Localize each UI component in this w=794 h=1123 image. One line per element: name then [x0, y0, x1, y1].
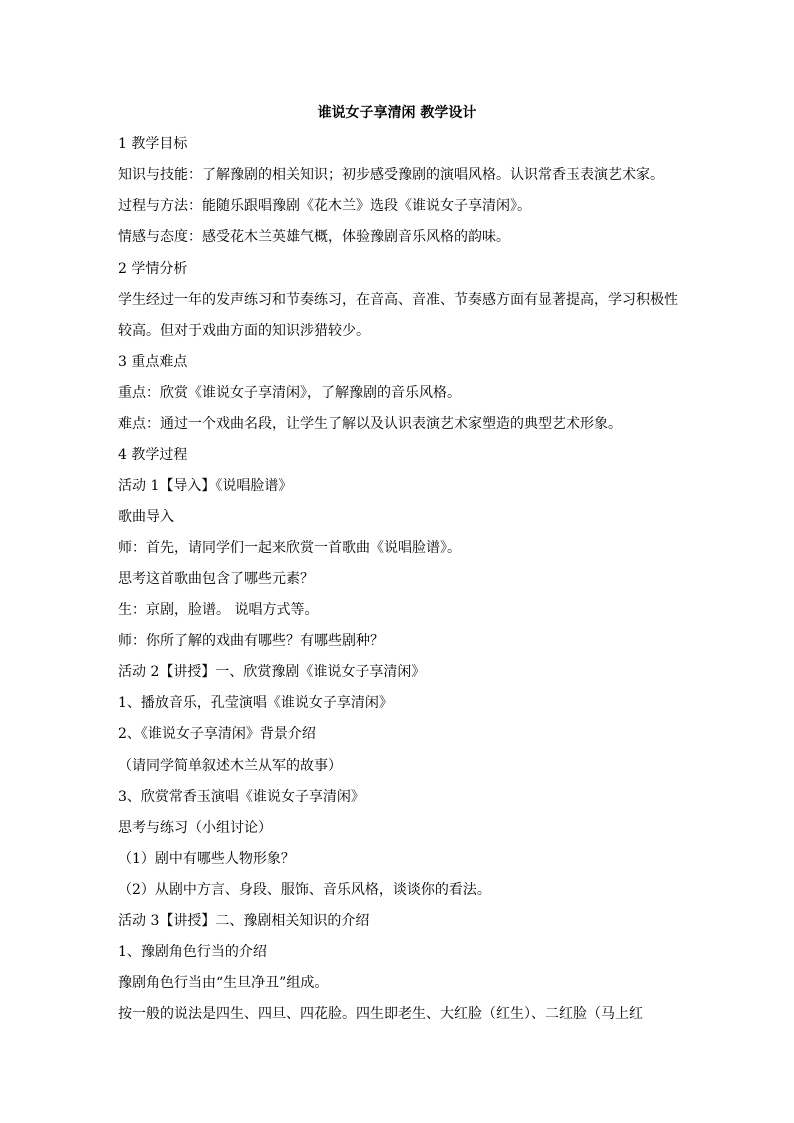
paragraph-line: 重点：欣赏《谁说女子享清闲》，了解豫剧的音乐风格。: [118, 385, 461, 401]
activity-heading: 活动 1【导入】《说唱脸谱》: [118, 478, 293, 494]
paragraph-line: 学生经过一年的发声练习和节奏练习，在音高、音准、节奏感方面有显著提高，学习积极性: [118, 292, 678, 308]
paragraph-line: （1）剧中有哪些人物形象？: [118, 851, 295, 867]
paragraph-line: 2、《谁说女子享清闲》背景介绍: [118, 726, 316, 742]
paragraph-line: 难点：通过一个戏曲名段，让学生了解以及认识表演艺术家塑造的典型艺术形象。: [118, 416, 622, 432]
paragraph-line: （2）从剧中方言、身段、服饰、音乐风格，谈谈你的看法。: [118, 882, 491, 898]
heading-learner-analysis: 2 学情分析: [118, 261, 188, 277]
paragraph-line: 情感与态度：感受花木兰英雄气概，体验豫剧音乐风格的韵味。: [118, 229, 510, 245]
paragraph-line: 思考这首歌曲包含了哪些元素？: [118, 571, 314, 587]
paragraph-line: 师：首先，请同学们一起来欣赏一首歌曲《说唱脸谱》。: [118, 540, 461, 556]
paragraph-line: （请同学简单叙述木兰从军的故事）: [118, 758, 342, 774]
paragraph-line: 师：你所了解的戏曲有哪些？有哪些剧种？: [118, 633, 384, 649]
paragraph-line: 1、豫剧角色行当的介绍: [118, 944, 267, 960]
paragraph-line: 较高。但对于戏曲方面的知识涉猎较少。: [118, 323, 370, 339]
paragraph-line: 3、欣赏常香玉演唱《谁说女子享清闲》: [118, 789, 365, 805]
paragraph-line: 1、播放音乐，孔莹演唱《谁说女子享清闲》: [118, 695, 393, 711]
paragraph-line: 按一般的说法是四生、四旦、四花脸。四生即老生、大红脸（红生）、二红脸（马上红: [118, 1006, 643, 1022]
paragraph-line: 生：京剧，脸谱。 说唱方式等。: [118, 602, 319, 618]
paragraph-line: 豫剧角色行当由“生旦净丑”组成。: [118, 975, 329, 991]
paragraph-line: 过程与方法：能随乐跟唱豫剧《花木兰》选段《谁说女子享清闲》。: [118, 198, 531, 214]
paragraph-line: 歌曲导入: [118, 509, 174, 525]
paragraph-line: 思考与练习（小组讨论）: [118, 820, 272, 836]
heading-key-points: 3 重点难点: [118, 354, 188, 370]
activity-heading: 活动 2【讲授】一、欣赏豫剧《谁说女子享清闲》: [118, 664, 426, 680]
heading-teaching-process: 4 教学过程: [118, 447, 188, 463]
activity-heading: 活动 3【讲授】二、豫剧相关知识的介绍: [118, 913, 370, 929]
document-title: 谁说女子享清闲 教学设计: [317, 105, 477, 121]
heading-teaching-objectives: 1 教学目标: [118, 136, 188, 152]
paragraph-line: 知识与技能：了解豫剧的相关知识；初步感受豫剧的演唱风格。认识常香玉表演艺术家。: [118, 167, 664, 183]
